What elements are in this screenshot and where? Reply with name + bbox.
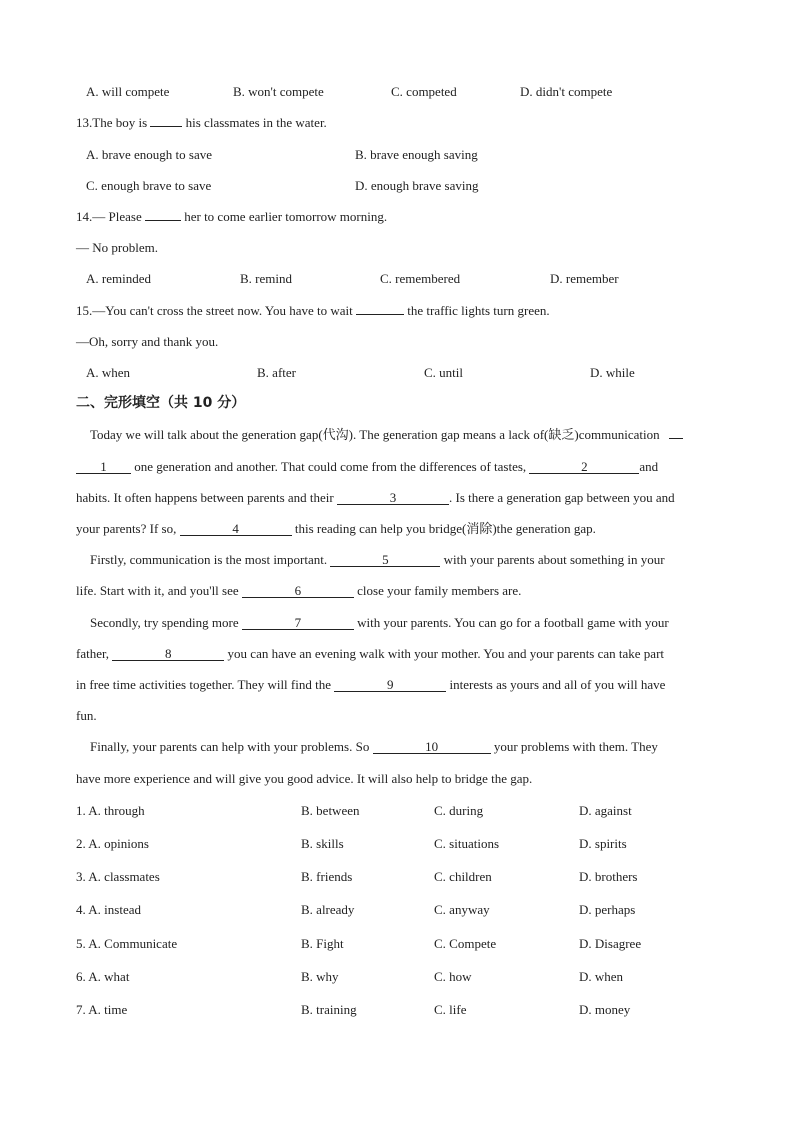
q14-text-pre: — Please: [92, 209, 145, 224]
option-b: B. already: [301, 902, 355, 917]
q13-text-pre: The boy is: [92, 115, 151, 130]
q13-option-b: B. brave enough saving: [355, 147, 478, 162]
q14-option-a: A. reminded: [86, 271, 151, 286]
q15-blank: [356, 314, 404, 315]
q14-stem: [76, 209, 387, 225]
q15-reply: —Oh, sorry and thank you.: [76, 334, 219, 349]
passage-text: . Is there a generation gap between you and: [449, 490, 675, 505]
option-c: C. situations: [434, 836, 500, 851]
passage-line: fun.: [76, 708, 97, 723]
option-a: 3. A. classmates: [76, 869, 160, 884]
passage-line: [76, 490, 675, 506]
option-a: 2. A. opinions: [76, 836, 149, 851]
q15-text-post: the traffic lights turn green.: [404, 303, 550, 318]
q15-option-c: C. until: [424, 365, 464, 380]
option-b: B. between: [301, 803, 360, 818]
passage-line: [76, 677, 665, 693]
option-c: C. life: [434, 1002, 467, 1017]
passage-text: life. Start with it, and you'll see: [76, 583, 242, 598]
q14-option-d: D. remember: [550, 271, 619, 286]
q12-option-a: A. will compete: [86, 84, 170, 99]
blank-3: 3: [337, 491, 449, 505]
q14-reply: — No problem.: [76, 240, 158, 255]
passage-line: [76, 583, 521, 599]
option-a: 1. A. through: [76, 803, 145, 818]
q12-option-b: B. won't compete: [233, 84, 324, 99]
blank-5: 5: [330, 553, 440, 567]
blank-2: 2: [529, 460, 639, 474]
q15-number: 15.: [76, 303, 93, 318]
blank-1: 1: [76, 460, 131, 474]
option-b: B. friends: [301, 869, 353, 884]
option-c: C. children: [434, 869, 492, 884]
passage-line: [76, 646, 664, 662]
passage-text: this reading can help you bridge(消除)the generation gap.: [291, 521, 596, 536]
q14-number: 14.: [76, 209, 93, 224]
passage-line: [76, 521, 596, 537]
q13-text-post: his classmates in the water.: [182, 115, 327, 130]
q12-option-d: D. didn't compete: [520, 84, 613, 99]
option-c: C. how: [434, 969, 472, 984]
q13-option-a: A. brave enough to save: [86, 147, 212, 162]
option-a: 6. A. what: [76, 969, 130, 984]
blank-1-start: [669, 438, 683, 439]
q13-number: 13.: [76, 115, 93, 130]
blank-7: 7: [242, 616, 354, 630]
option-b: B. why: [301, 969, 339, 984]
q13-option-c: C. enough brave to save: [86, 178, 212, 193]
passage-text: your parents? If so,: [76, 521, 180, 536]
passage-text: in free time activities together. They will find the: [76, 677, 335, 692]
option-a: 4. A. instead: [76, 902, 141, 917]
option-b: B. skills: [301, 836, 344, 851]
q15-option-a: A. when: [86, 365, 131, 380]
q15-text-pre: —You can't cross the street now. You have to wait: [92, 303, 357, 318]
option-c: C. during: [434, 803, 484, 818]
passage-text: father,: [76, 646, 113, 661]
blank-8: 8: [112, 647, 224, 661]
passage-line: [90, 552, 665, 568]
option-d: D. brothers: [579, 869, 638, 884]
q14-option-c: C. remembered: [380, 271, 461, 286]
passage-line: [90, 427, 683, 443]
option-b: B. Fight: [301, 936, 344, 951]
passage-text: close your family members are.: [353, 583, 522, 598]
q13-option-d: D. enough brave saving: [355, 178, 479, 193]
blank-4: 4: [180, 522, 292, 536]
option-d: D. perhaps: [579, 902, 636, 917]
passage-text: habits. It often happens between parents and their: [76, 490, 337, 505]
q14-text-post: her to come earlier tomorrow morning.: [180, 209, 388, 224]
option-c: C. anyway: [434, 902, 490, 917]
passage-text: you can have an evening walk with your mother. You and your parents can take part: [224, 646, 665, 661]
q14-blank: [145, 220, 181, 221]
option-b: B. training: [301, 1002, 357, 1017]
blank-6: 6: [242, 584, 354, 598]
passage-text: Finally, your parents can help with your problems. So: [90, 739, 373, 754]
q15-option-d: D. while: [590, 365, 635, 380]
option-c: C. Compete: [434, 936, 497, 951]
passage-text: Secondly, try spending more: [90, 615, 242, 630]
q13-blank: [150, 126, 182, 127]
passage-line: [90, 615, 669, 631]
passage-text: Today we will talk about the generation gap(代沟). The generation gap means a lack of(缺乏)communication: [90, 427, 660, 442]
passage-text: your problems with them. They: [490, 739, 658, 754]
passage-line: [76, 459, 658, 475]
option-d: D. against: [579, 803, 632, 818]
q13-stem: [76, 115, 327, 131]
option-a: 5. A. Communicate: [76, 936, 178, 951]
passage-line: [90, 739, 658, 755]
passage-text: interests as yours and all of you will have: [446, 677, 666, 692]
passage-text: Firstly, communication is the most important.: [90, 552, 331, 567]
option-d: D. Disagree: [579, 936, 642, 951]
passage-text: with your parents about something in your: [440, 552, 665, 567]
section-heading: 二、完形填空（共 10 分）: [76, 395, 246, 411]
option-d: D. when: [579, 969, 624, 984]
option-a: 7. A. time: [76, 1002, 128, 1017]
blank-9: 9: [334, 678, 446, 692]
blank-10: 10: [373, 740, 491, 754]
option-d: D. spirits: [579, 836, 627, 851]
q15-option-b: B. after: [257, 365, 296, 380]
passage-line: have more experience and will give you good advice. It will also help to bridge the gap.: [76, 771, 533, 786]
passage-text: one generation and another. That could come from the differences of tastes,: [131, 459, 530, 474]
passage-text: and: [639, 459, 659, 474]
option-d: D. money: [579, 1002, 631, 1017]
passage-text: with your parents. You can go for a football game with your: [353, 615, 669, 630]
q15-stem: [76, 303, 550, 319]
q12-option-c: C. competed: [391, 84, 457, 99]
q14-option-b: B. remind: [240, 271, 292, 286]
